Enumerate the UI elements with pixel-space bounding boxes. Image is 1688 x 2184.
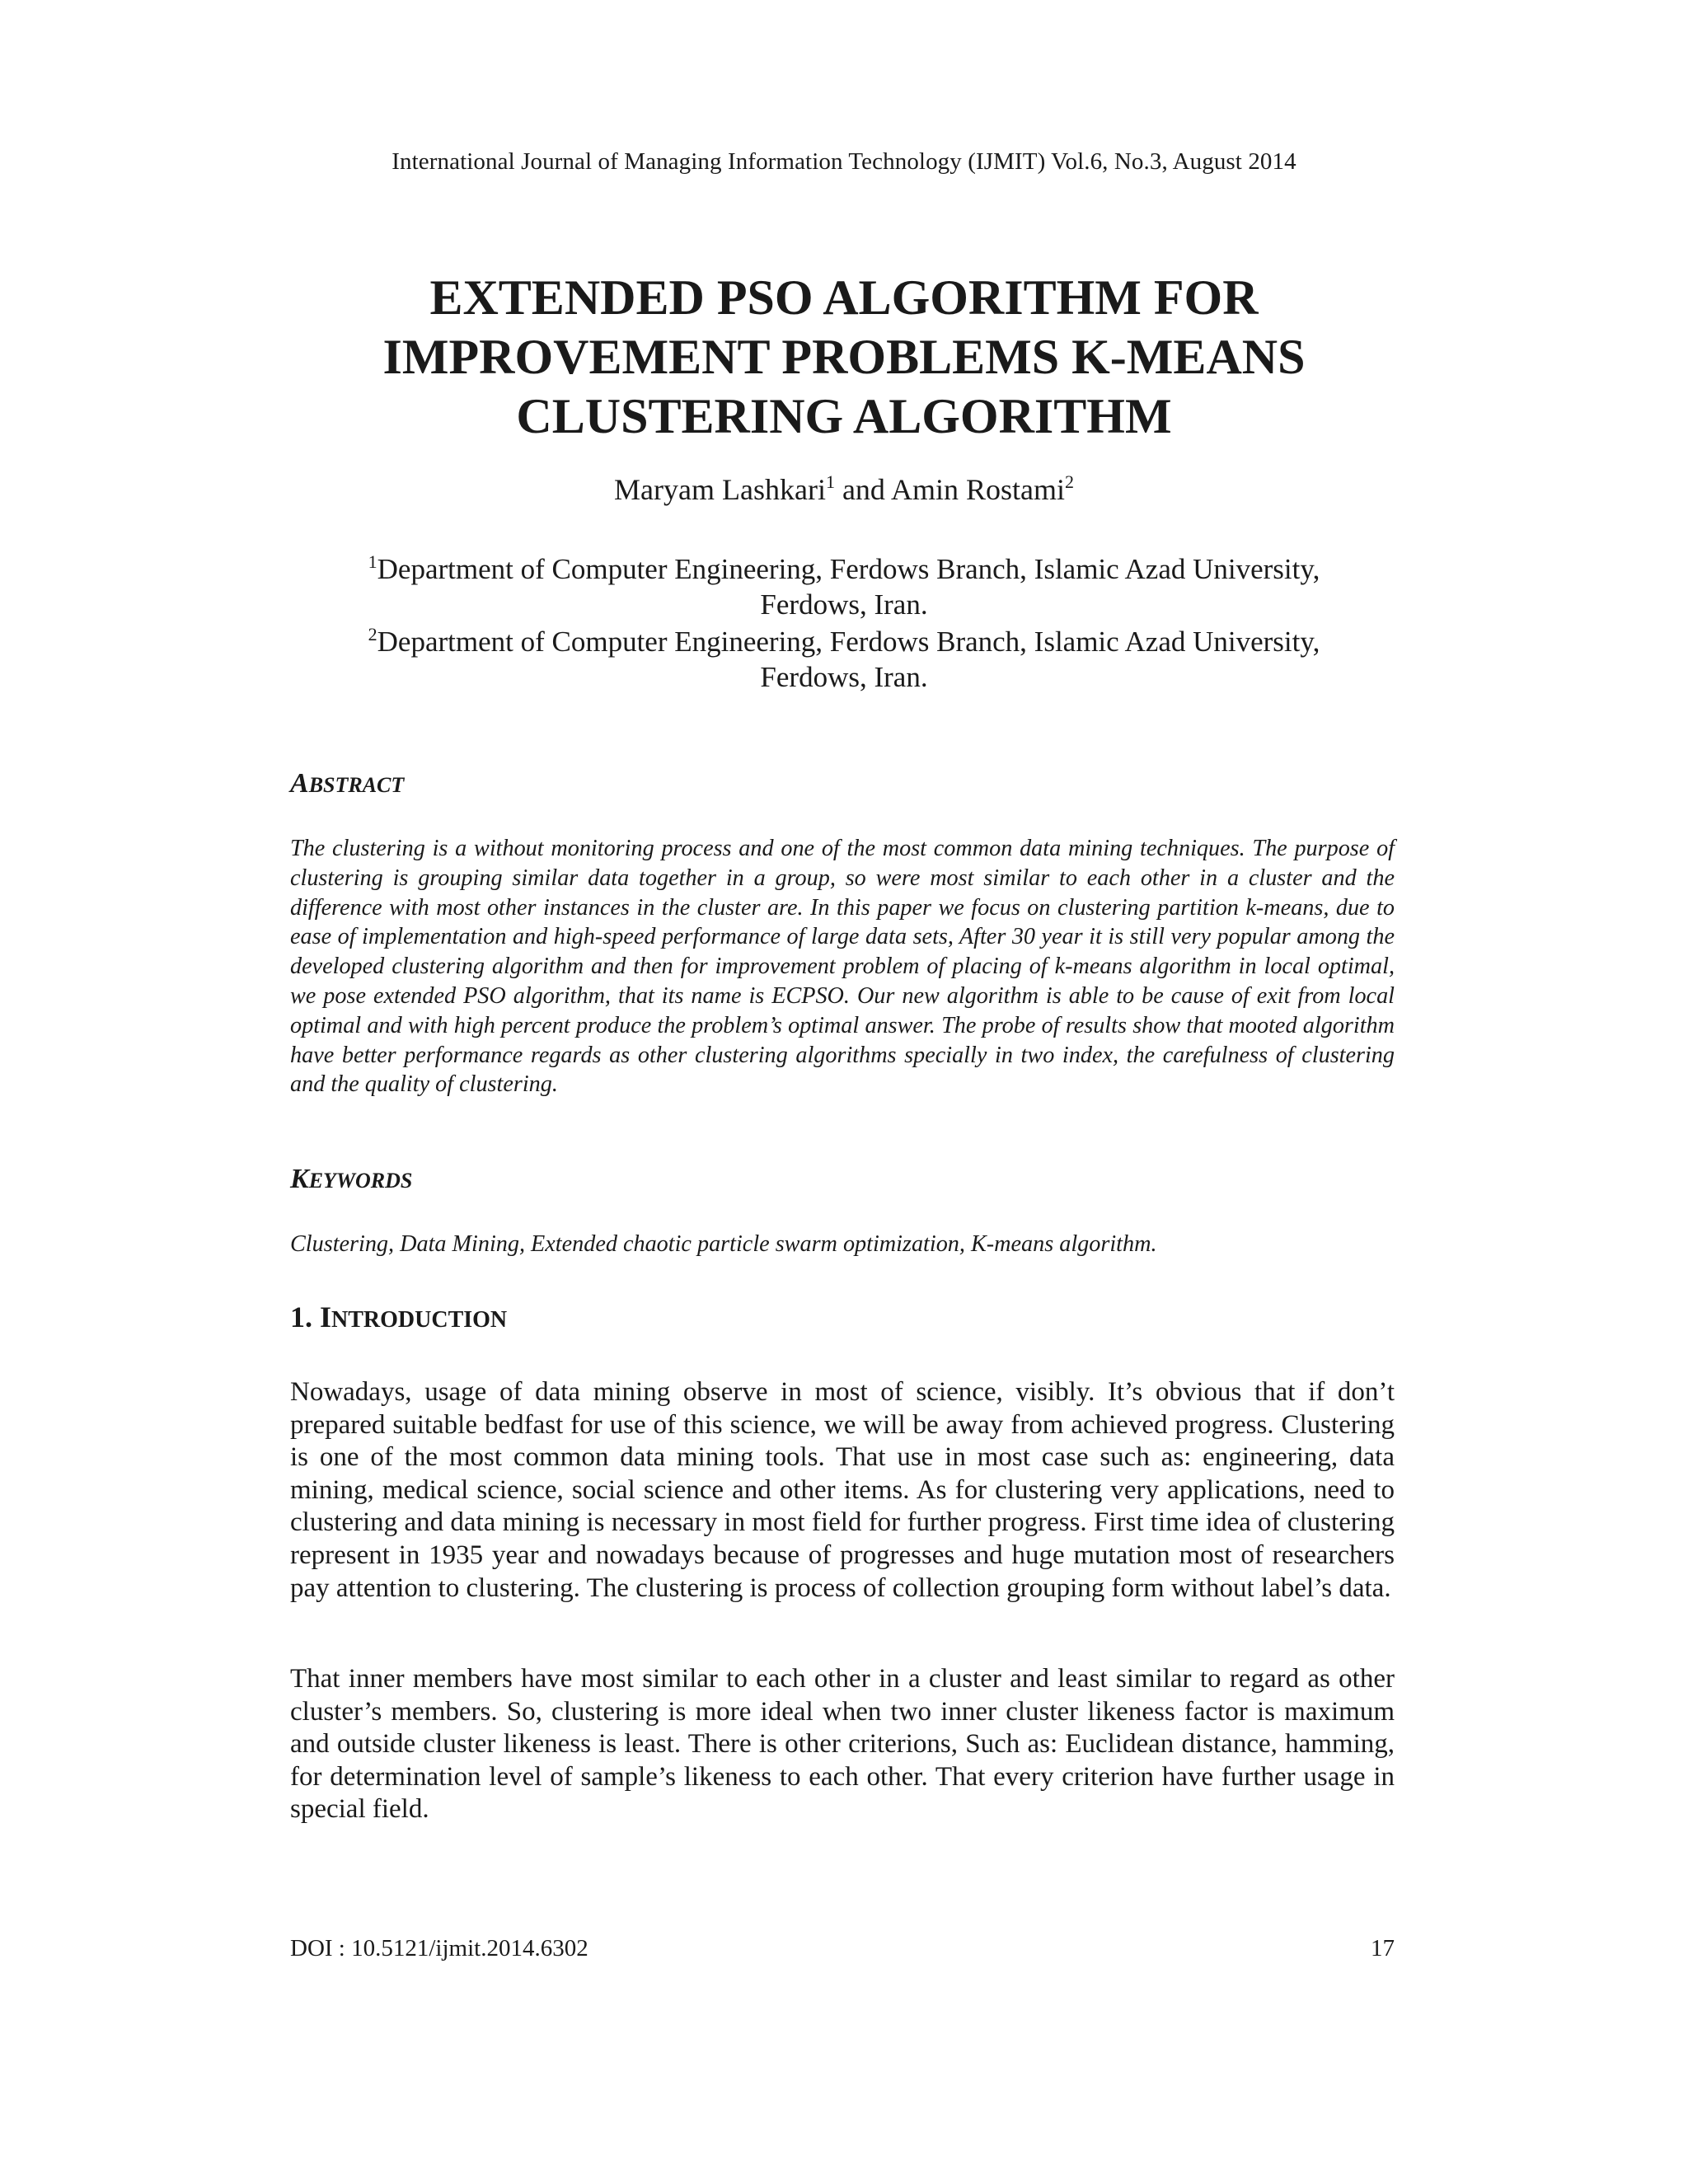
- paper-title: [247, 268, 1441, 446]
- abstract-text: The clustering is a without monitoring process and one of the most common data mining techniques. The purpose of clustering is grouping similar data together in a group, so were most similar to each other in a cluster and the difference with most other instances in the cluster are. In this paper we focus on clustering partition k-means, due to ease of implementation and high-speed performance of large data sets, After 30 year it is still very popular among the developed clustering algorithm and then for improvement problem of placing of k-means algorithm in local optimal, we pose extended PSO algorithm, that its name is ECPSO. Our new algorithm is able to be cause of exit from local optimal and with high percent produce the problem’s optimal answer. The probe of results show that mooted algorithm have better performance regards as other clustering algorithms specially in two index, the carefulness of clustering and the quality of clustering.: [290, 836, 1395, 1098]
- affiliation-1-mark: 1: [368, 551, 377, 572]
- abstract-heading-initial: A: [290, 768, 309, 799]
- introduction-heading: [290, 1300, 507, 1334]
- author-name-2: and Amin Rostami: [834, 473, 1065, 506]
- author-2-affiliation-mark: 2: [1064, 471, 1074, 492]
- affiliation-2: [247, 616, 1441, 695]
- keywords-heading-initial: K: [290, 1164, 309, 1194]
- title-line-2: IMPROVEMENT PROBLEMS K-MEANS: [382, 330, 1306, 384]
- introduction-paragraph-2: That inner members have most similar to each other in a cluster and least similar to regard as other cluster’s members. So, clustering is more ideal when two inner cluster likeness factor is maximum and outside cluster likeness is least. There is other criterions, Such as: Euclidean distance, hamming, for determination level of sample’s likeness to each other. That every criterion have further usage in special field.: [290, 1664, 1395, 1825]
- author-list: [0, 471, 1688, 507]
- affiliation-1-text: Department of Computer Engineering, Ferdows Branch, Islamic Azad University,: [377, 553, 1320, 585]
- affiliation-2-text: Department of Computer Engineering, Ferdows Branch, Islamic Azad University,: [377, 626, 1320, 658]
- abstract-heading: [290, 768, 404, 799]
- keywords-heading: [290, 1164, 412, 1195]
- title-line-3: CLUSTERING ALGORITHM: [516, 389, 1172, 443]
- author-name-1: Maryam Lashkari: [614, 473, 826, 506]
- introduction-heading-number: 1. I: [290, 1301, 332, 1333]
- title-line-1: EXTENDED PSO ALGORITHM FOR: [429, 270, 1259, 325]
- journal-header: International Journal of Managing Information Technology (IJMIT) Vol.6, No.3, August 2014: [392, 148, 1296, 175]
- affiliation-1-line-1: [247, 544, 1441, 587]
- introduction-paragraph-1: Nowadays, usage of data mining observe in most of science, visibly. It’s obvious that if don’t prepared suitable bedfast for use of this science, we will be away from achieved progress. Clustering is one of the most common data mining tools. That use in most case such as: engineering, data mining, medical science, social science and other items. As for clustering very applications, need to clustering and data mining is necessary in most field for further progress. First time idea of clustering represent in 1935 year and nowadays because of progresses and huge mutation most of researchers pay attention to clustering. The clustering is process of collection grouping form without label’s data.: [290, 1377, 1395, 1603]
- author-1-affiliation-mark: 1: [825, 471, 835, 492]
- keywords-heading-rest: EYWORDS: [308, 1169, 413, 1193]
- affiliation-2-line-1: [247, 616, 1441, 659]
- abstract-heading-rest: BSTRACT: [308, 773, 405, 797]
- page-number: 17: [1371, 1935, 1395, 1961]
- keywords-text: Clustering, Data Mining, Extended chaotic particle swarm optimization, K-means algorithm.: [290, 1231, 1157, 1257]
- affiliation-2-mark: 2: [368, 624, 377, 644]
- introduction-heading-rest: NTRODUCTION: [331, 1307, 508, 1333]
- affiliation-1: [247, 544, 1441, 622]
- affiliation-2-line-2: Ferdows, Iran.: [760, 661, 928, 693]
- affiliation-1-line-2: Ferdows, Iran.: [760, 588, 928, 621]
- doi-footer: DOI : 10.5121/ijmit.2014.6302: [290, 1935, 588, 1961]
